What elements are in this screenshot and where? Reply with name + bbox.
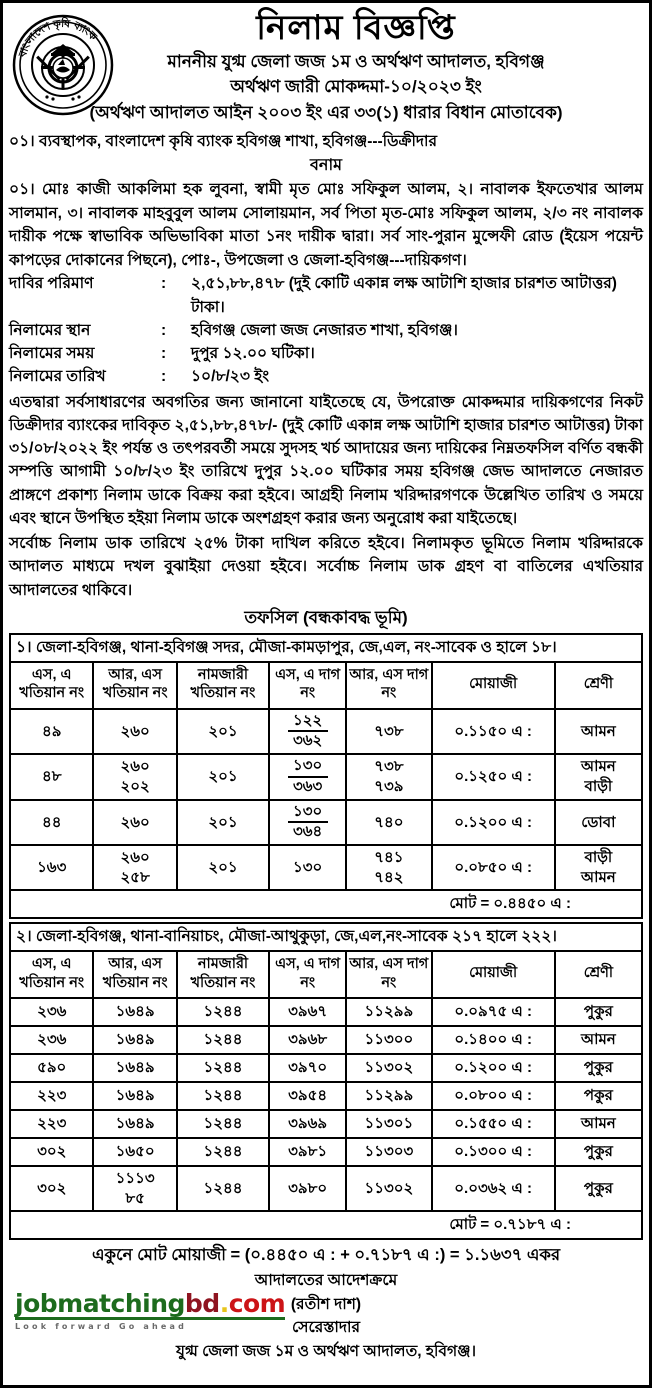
cell-rs-khatian: ১৬৪৯	[93, 998, 176, 1026]
detail-label: দাবির পরিমাণ	[9, 275, 94, 293]
detail-row-claim-amount	[9, 272, 643, 319]
cell-rs-dag	[346, 845, 431, 890]
cell-rs-khatian: ১৬৫০	[93, 1138, 176, 1166]
cell-rs-khatian: ১৬৪৯	[93, 1082, 176, 1110]
cell-namjari-khatian: ১২৪৪	[177, 1026, 269, 1054]
cell-rs-dag	[346, 800, 431, 846]
watermark-wordmark	[15, 1291, 285, 1320]
section-total: মোট = ০.৪৪৫০ এ :	[10, 890, 642, 918]
cell-sreni: পুকুর	[555, 1166, 642, 1211]
table-header-row	[10, 951, 642, 998]
table-row	[10, 709, 642, 755]
cell-sreni: আমন	[555, 1026, 642, 1054]
cell-sa-dag-bottom: ৩৬২	[293, 732, 323, 750]
footer-block	[9, 1269, 643, 1340]
cell-moaji: ০.১২০০ এ :	[432, 1054, 555, 1082]
schedule-table-2	[9, 922, 643, 1240]
table-row	[10, 1138, 642, 1166]
cell-rs-khatian: ১৬৪৯	[93, 1026, 176, 1054]
detail-value: ১০/৮/২৩ ইং	[191, 368, 270, 386]
notice-paragraph-1: এতদ্বারা সর্বসাধারণের অবগতির জন্য জানানো যাইতেছে যে, উপরোক্ত মোকদ্দমার দায়িকগণের নিকট ডিক্রীদার ব্যাংকের দাবিকৃত ২,৫১,৮৮,৪৭৮/- (দুই কোটি একান্ন লক্ষ আটাশি হাজার চারশত আটাত্তর) টাকা ৩১/০৮/২০২২ ইং পর্যন্ত ও তৎপরবর্তী সময়ে সুদসহ খর্চ আদায়ের জন্য দায়িকের নিম্নতফসিল বর্ণিত বন্ধকী সম্পত্তি আগামী ১০/৮/২৩ ইং তারিখে দুপুর ১২.০০ ঘটিকার সময় হবিগঞ্জ জেভ আদালতে নেজারত প্রাঙ্গণে প্রকাশ্য নিলাম ডাকে বিক্রয় করা হইবে। আগ্রহী নিলাম খরিদ্দারগণকে উল্লেখিত তারিখ ও সময়ে এবং স্থানে উপস্থিত হইয়া নিলাম ডাকে অংশগ্রহণ করার জন্য অনুরোধ করা যাইতেছে।	[9, 393, 643, 527]
cell-sa-dag-top: ১৩০	[288, 757, 328, 778]
cell-sreni: পুকুর	[555, 998, 642, 1026]
table-row	[10, 845, 642, 890]
cell-sa-dag-bottom: ৩৬৩	[293, 777, 323, 795]
cell-sreni	[555, 754, 642, 800]
cell-moaji: ০.০৮০০ এ :	[432, 1082, 555, 1110]
cell-rs-dag: ১১৩০০	[346, 1026, 431, 1054]
cell-rs-dag: ১১৩০১	[346, 1110, 431, 1138]
cell-namjari-khatian: ১২৪৪	[177, 1138, 269, 1166]
cell-sreni	[555, 800, 642, 846]
cell-moaji: ০.০৮৫০ এ :	[432, 845, 555, 890]
watermark-part-2: bd	[184, 1289, 220, 1319]
cell-sa-dag	[269, 709, 346, 755]
watermark-dot: .	[219, 1289, 229, 1319]
cell-sa-dag	[269, 754, 346, 800]
signatory-name: (রতীশ দাশ)	[290, 1295, 362, 1313]
column-header-namjari-khatian: নামজারী খতিয়ান নং	[177, 951, 269, 998]
column-header-sa-dag: এস, এ দাগ নং	[269, 662, 346, 709]
bangladesh-krishi-bank-emblem-icon	[11, 13, 115, 117]
cell-rs-khatian-value: ২৬০	[120, 813, 150, 831]
signatory-designation: সেরেস্তাদার	[291, 1319, 361, 1337]
detail-label: নিলামের স্থান	[9, 321, 91, 339]
cell-sreni-value-2: আমন	[580, 868, 616, 886]
column-header-rs-khatian: আর, এস খতিয়ান নং	[93, 951, 176, 998]
table-row	[10, 1054, 642, 1082]
cell-rs-khatian-value: ২৬০	[120, 722, 150, 740]
cell-rs-dag: ১১৩০২	[346, 1054, 431, 1082]
detail-row-auction-time	[9, 342, 643, 365]
detail-label: নিলামের সময়	[9, 345, 95, 363]
watermark-part-1: jobmatching	[15, 1289, 185, 1319]
detail-separator: :	[161, 321, 167, 339]
cell-rs-khatian-value: ১১১৩	[115, 1170, 155, 1188]
detail-separator: :	[161, 275, 167, 293]
notice-paragraph-2: সর্বোচ্চ নিলাম ডাক তারিখে ২৫% টাকা দাখিল করিতে হইবে। নিলামকৃত ভূমিতে নিলাম খরিদ্দারকে আদালত মাধ্যমে দখল বুঝাইয়া দেওয়া হইবে। সর্বোচ্চ নিলাম ডাক গ্রহণ বা বাতিলের এখতিয়ার আদালতের থাকিবে।	[9, 535, 643, 599]
jobmatchingbd-watermark-logo	[15, 1289, 286, 1332]
act-reference: (অর্থঋণ আদালত আইন ২০০৩ ইং এর ৩৩(১) ধারার বিধান মোতাবেক)	[89, 103, 563, 123]
mouza-line: ২। জেলা-হবিগঞ্জ, থানা-বানিয়াচং, মৌজা-আথুকুড়া, জে,এল,নং-সাবেক ২১৭ হালে ২২২।	[10, 923, 642, 951]
cell-sa-dag: ৩৯৭০	[269, 1054, 346, 1082]
detail-value: ২,৫১,৮৮,৪৭৮ (দুই কোটি একান্ন লক্ষ আটাশি হাজার চারশত আটাত্তর) টাকা।	[191, 275, 617, 316]
cell-rs-dag: ১১২৯৯	[346, 998, 431, 1026]
cell-sa-dag: ৩৯৫৪	[269, 1082, 346, 1110]
cell-sreni-value: ডোবা	[581, 813, 616, 831]
cell-rs-dag: ১১৩০৩	[346, 1138, 431, 1166]
detail-value: হবিগঞ্জ জেলা জজ নেজারত শাখা, হবিগঞ্জ।	[191, 321, 458, 339]
cell-namjari-khatian: ১২৪৪	[177, 1082, 269, 1110]
cell-rs-dag-value: ৭৪১	[374, 849, 404, 867]
cell-sreni: আমন	[555, 1110, 642, 1138]
cell-sa-dag: ৩৯৬৯	[269, 1110, 346, 1138]
cell-rs-khatian-value: ২৬০	[120, 758, 150, 776]
cell-namjari-khatian: ১২৪৪	[177, 998, 269, 1026]
cell-namjari-khatian: ১২৪৪	[177, 1054, 269, 1082]
cell-namjari-khatian: ২০১	[177, 709, 269, 755]
table-header-row	[10, 662, 642, 709]
cell-rs-dag	[346, 709, 431, 755]
cell-moaji: ০.০৯৭৫ এ :	[432, 998, 555, 1026]
cell-rs-khatian-value-2: ৮৫	[125, 1189, 145, 1207]
detail-separator: :	[161, 345, 167, 363]
cell-rs-khatian: ১৬৪৯	[93, 1110, 176, 1138]
column-header-sa-khatian: এস, এ খতিয়ান নং	[10, 951, 93, 998]
column-header-sreni: শ্রেণী	[555, 951, 642, 998]
cell-moaji: ০.১৪০০ এ :	[432, 1026, 555, 1054]
cell-sa-dag-top: ১২২	[288, 712, 328, 733]
mouza-header-row	[10, 634, 642, 662]
watermark-part-3: com	[228, 1289, 286, 1319]
cell-sreni: পুকুর	[555, 1138, 642, 1166]
table-row	[10, 1166, 642, 1211]
cell-sreni-value: আমন	[580, 758, 616, 776]
table-total-row	[10, 890, 642, 918]
table-row	[10, 998, 642, 1026]
svg-text:বাংলাদেশ কৃষি ব্যাংক: বাংলাদেশ কৃষি ব্যাংক	[16, 17, 99, 59]
cell-sa-dag-value: ১৩০	[293, 858, 323, 876]
cell-sreni-value: বাড়ী	[584, 849, 613, 867]
column-header-namjari-khatian: নামজারী খতিয়ান নং	[177, 662, 269, 709]
by-order-of-court: আদালতের আদেশক্রমে	[254, 1272, 398, 1290]
mouza-line: ১। জেলা-হবিগঞ্জ, থানা-হবিগঞ্জ সদর, মৌজা-কামড়াপুর, জে,এল, নং-সাবেক ও হালে ১৮।	[10, 634, 642, 662]
schedule-heading: তফসিল (বন্ধকাবদ্ধ ভূমি)	[244, 607, 408, 627]
case-number: অর্থঋণ জারী মোকদ্দমা-১০/২০২৩ ইং	[230, 76, 482, 96]
section-total: মোট = ০.৭১৮৭ এ :	[10, 1211, 642, 1239]
signatory-office: যুগ্ম জেলা জজ ১ম ও অর্থঋণ আদালত, হবিগঞ্জ।	[176, 1342, 476, 1360]
cell-rs-dag-value-2: ৭৪২	[374, 868, 404, 886]
column-header-rs-dag: আর, এস দাগ নং	[346, 951, 431, 998]
cell-sreni-value-2: বাড়ী	[584, 777, 613, 795]
cell-namjari-khatian: ২০১	[177, 754, 269, 800]
cell-sa-dag: ৩৯৮০	[269, 1166, 346, 1211]
cell-sa-khatian: ৫৯০	[10, 1054, 93, 1082]
cell-rs-khatian-value-2: ২০২	[120, 777, 150, 795]
cell-sa-dag: ৩৯৬৭	[269, 998, 346, 1026]
watermark-tagline: Look forward Go ahead	[15, 1322, 188, 1332]
cell-sa-dag: ৩৯৬৮	[269, 1026, 346, 1054]
cell-moaji: ০.১২০০ এ :	[432, 800, 555, 846]
cell-sa-khatian: ৪৪	[10, 800, 93, 846]
cell-namjari-khatian: ২০১	[177, 845, 269, 890]
cell-rs-khatian: ১৬৪৯	[93, 1054, 176, 1082]
cell-sa-dag: ৩৯৮১	[269, 1138, 346, 1166]
page-title: নিলাম বিজ্ঞপ্তি	[256, 9, 456, 47]
decree-holder: ০১। ব্যবস্থাপক, বাংলাদেশ কৃষি ব্যাংক হবিগঞ্জ শাখা, হবিগঞ্জ---ডিক্রীদার	[9, 133, 438, 150]
cell-rs-dag-value: ৭৩৮	[374, 758, 404, 776]
table-total-row	[10, 1211, 642, 1239]
table-row	[10, 754, 642, 800]
column-header-rs-khatian: আর, এস খতিয়ান নং	[93, 662, 176, 709]
cell-rs-khatian	[93, 754, 176, 800]
cell-sa-khatian: ২৩৬	[10, 998, 93, 1026]
cell-rs-dag-value-2: ৭৩৯	[374, 777, 404, 795]
court-name: মাননীয় যুগ্ম জেলা জজ ১ম ও অর্থঋণ আদালত, হবিগঞ্জ	[167, 52, 545, 72]
cell-moaji: ০.১১৫০ এ :	[432, 709, 555, 755]
grand-total: একুনে মোট মোয়াজী = (০.৪৪৫০ এ : + ০.৭১৮৭ এ :) = ১.১৬৩৭ একর	[91, 1246, 561, 1265]
cell-rs-khatian	[93, 709, 176, 755]
cell-rs-dag: ১১২৯৯	[346, 1082, 431, 1110]
column-header-rs-dag: আর, এস দাগ নং	[346, 662, 431, 709]
cell-sa-khatian: ৪৯	[10, 709, 93, 755]
detail-label: নিলামের তারিখ	[9, 368, 106, 386]
judgment-debtors: ০১। মোঃ কাজী আকলিমা হক লুবনা, স্বামী মৃত মোঃ সফিকুল আলম, ২। নাবালক ইফতেখার আলম সালমান, ৩। নাবালক মাহবুবুল আলম সোলায়মান, সর্ব পিতা মৃত-মোঃ সফিকুল আলম, ২/৩ নং নাবালক দায়ীক পক্ষে স্বাভাবিক অভিভাবিকা মাতা ১নং দায়ীক দ্বারা। সর্ব সাং-পুরান মুন্সেফী রোড (ইয়েস পয়েন্ট কাপড়ের দোকানের পিছনে), পোঃ-, উপজেলা ও জেলা-হবিগঞ্জ---দায়িকগণ।	[9, 181, 643, 269]
cell-moaji: ০.০৩৬২ এ :	[432, 1166, 555, 1211]
document-header	[9, 9, 643, 127]
detail-value: দুপুর ১২.০০ ঘটিকা।	[191, 345, 315, 363]
mouza-header-row	[10, 923, 642, 951]
cell-rs-dag	[346, 754, 431, 800]
cell-moaji: ০.১৫৫০ এ :	[432, 1110, 555, 1138]
cell-sa-khatian: ২৩৬	[10, 1026, 93, 1054]
detail-separator: :	[161, 368, 167, 386]
table-row	[10, 1082, 642, 1110]
cell-sa-dag-bottom: ৩৬৪	[293, 823, 323, 841]
cell-sreni: পুকুর	[555, 1054, 642, 1082]
detail-row-auction-date	[9, 365, 643, 388]
cell-rs-dag-value: ৭৩৮	[374, 722, 404, 740]
cell-sa-dag	[269, 845, 346, 890]
cell-namjari-khatian: ১২৪৪	[177, 1110, 269, 1138]
cell-sa-dag	[269, 800, 346, 846]
cell-rs-dag: ১১৩০২	[346, 1166, 431, 1211]
cell-sa-khatian: ২২৩	[10, 1110, 93, 1138]
table-row	[10, 800, 642, 846]
detail-row-auction-place	[9, 319, 643, 342]
cell-sreni	[555, 845, 642, 890]
column-header-moaji: মোয়াজী	[432, 662, 555, 709]
column-header-moaji: মোয়াজী	[432, 951, 555, 998]
cell-moaji: ০.১২৫০ এ :	[432, 754, 555, 800]
column-header-sa-khatian: এস, এ খতিয়ান নং	[10, 662, 93, 709]
cell-rs-khatian-value-2: ২৫৮	[120, 868, 150, 886]
cell-sa-khatian: ১৬৩	[10, 845, 93, 890]
auction-details-list	[9, 272, 643, 388]
cell-sa-khatian: ৩০২	[10, 1166, 93, 1211]
cell-moaji: ০.১৩০০ এ :	[432, 1138, 555, 1166]
cell-sa-khatian: ৩০২	[10, 1138, 93, 1166]
cell-sreni-value: আমন	[580, 722, 616, 740]
cell-sreni	[555, 709, 642, 755]
cell-rs-khatian	[93, 800, 176, 846]
cell-rs-khatian-value: ২৬০	[120, 849, 150, 867]
column-header-sreni: শ্রেণী	[555, 662, 642, 709]
cell-rs-dag-value: ৭৪০	[374, 813, 404, 831]
cell-sreni: পকুর	[555, 1082, 642, 1110]
table-row	[10, 1110, 642, 1138]
cell-sa-khatian: ২২৩	[10, 1082, 93, 1110]
schedule-table-1	[9, 633, 643, 919]
cell-sa-khatian: ৪৮	[10, 754, 93, 800]
cell-rs-khatian	[93, 845, 176, 890]
cell-namjari-khatian: ১২৪৪	[177, 1166, 269, 1211]
cell-namjari-khatian: ২০১	[177, 800, 269, 846]
versus-label: বনাম	[310, 157, 342, 175]
column-header-sa-dag: এস, এ দাগ নং	[269, 951, 346, 998]
cell-sa-dag-top: ১৩০	[288, 803, 328, 824]
cell-rs-khatian	[93, 1166, 176, 1211]
table-row	[10, 1026, 642, 1054]
